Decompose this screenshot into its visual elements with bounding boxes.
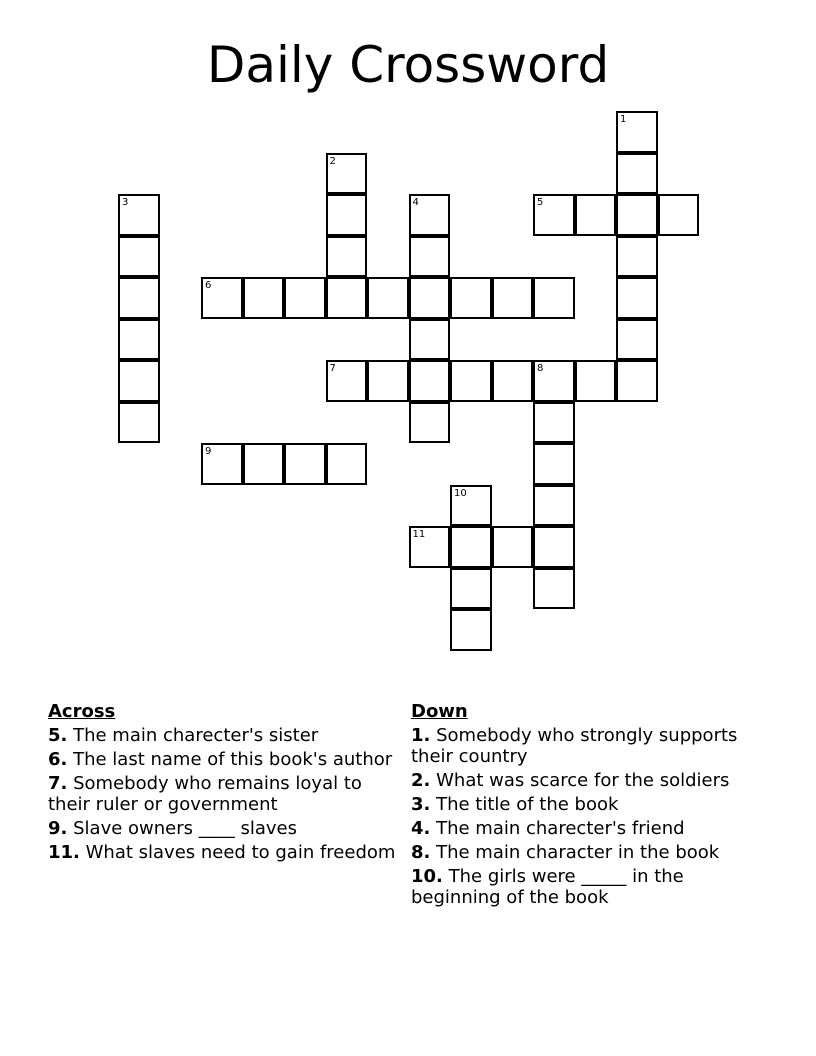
cell-number: 7: [329, 363, 336, 374]
clue-text: The title of the book: [436, 794, 619, 815]
crossword-cell[interactable]: [118, 402, 160, 444]
crossword-cell-10[interactable]: [450, 485, 492, 527]
crossword-cell[interactable]: [533, 526, 575, 568]
crossword-cell[interactable]: [575, 194, 617, 236]
clue-number: 8.: [411, 842, 431, 863]
crossword-cell[interactable]: [450, 277, 492, 319]
crossword-cell[interactable]: [616, 277, 658, 319]
clue-text: The girls were _____ in the beginning of the book: [411, 866, 684, 908]
clue-number: 2.: [411, 770, 431, 791]
clue-number: 1.: [411, 725, 431, 746]
clue-down-8: [411, 842, 756, 863]
crossword-cell-4[interactable]: [409, 194, 451, 236]
crossword-cell[interactable]: [243, 277, 285, 319]
crossword-cell[interactable]: [118, 319, 160, 361]
clue-across-6: [48, 749, 408, 770]
crossword-cell[interactable]: [409, 360, 451, 402]
crossword-cell[interactable]: [616, 360, 658, 402]
crossword-cell[interactable]: [118, 236, 160, 278]
crossword-cell[interactable]: [118, 360, 160, 402]
crossword-cell[interactable]: [284, 277, 326, 319]
crossword-cell[interactable]: [409, 402, 451, 444]
crossword-cell[interactable]: [450, 568, 492, 610]
crossword-cell[interactable]: [492, 360, 534, 402]
cell-number: 11: [412, 529, 426, 540]
crossword-cell[interactable]: [575, 360, 617, 402]
crossword-cell[interactable]: [492, 277, 534, 319]
crossword-cell[interactable]: [409, 236, 451, 278]
crossword-cell[interactable]: [243, 443, 285, 485]
crossword-cell[interactable]: [616, 236, 658, 278]
crossword-cell[interactable]: [533, 443, 575, 485]
crossword-cell[interactable]: [367, 360, 409, 402]
clue-down-4: [411, 818, 756, 839]
clue-down-3: [411, 794, 756, 815]
clue-number: 9.: [48, 818, 68, 839]
crossword-cell-5[interactable]: [533, 194, 575, 236]
cell-number: 3: [122, 197, 129, 208]
crossword-cell[interactable]: [326, 277, 368, 319]
clue-number: 3.: [411, 794, 431, 815]
crossword-cell-2[interactable]: [326, 153, 368, 195]
clue-number: 11.: [48, 842, 80, 863]
clue-number: 6.: [48, 749, 68, 770]
crossword-cell[interactable]: [533, 277, 575, 319]
clue-text: Slave owners ____ slaves: [73, 818, 297, 839]
crossword-cell-11[interactable]: [409, 526, 451, 568]
clue-text: Somebody who remains loyal to their ruler or government: [48, 773, 362, 815]
cell-number: 6: [205, 280, 212, 291]
cell-number: 9: [205, 446, 212, 457]
clue-across-5: [48, 725, 408, 746]
crossword-cell-6[interactable]: [201, 277, 243, 319]
crossword-cell[interactable]: [616, 319, 658, 361]
crossword-cell[interactable]: [409, 277, 451, 319]
crossword-cell[interactable]: [326, 194, 368, 236]
crossword-cell-7[interactable]: [326, 360, 368, 402]
clue-text: The main character in the book: [436, 842, 720, 863]
clue-down-2: [411, 770, 756, 791]
down-heading: Down: [411, 701, 468, 722]
down-clues: [411, 701, 756, 911]
crossword-cell-8[interactable]: [533, 360, 575, 402]
clue-text: The main charecter's friend: [436, 818, 685, 839]
crossword-cell[interactable]: [450, 526, 492, 568]
crossword-cell[interactable]: [533, 568, 575, 610]
crossword-cell[interactable]: [658, 194, 700, 236]
page-title: Daily Crossword: [206, 36, 610, 94]
crossword-cell[interactable]: [284, 443, 326, 485]
crossword-cell-3[interactable]: [118, 194, 160, 236]
cell-number: 5: [537, 197, 544, 208]
crossword-cell[interactable]: [367, 277, 409, 319]
crossword-cell[interactable]: [450, 609, 492, 651]
cell-number: 4: [412, 197, 419, 208]
clue-across-11: [48, 842, 408, 863]
cell-number: 10: [454, 487, 467, 499]
crossword-cell[interactable]: [492, 526, 534, 568]
crossword-cell[interactable]: [326, 236, 368, 278]
cell-number: 2: [329, 155, 336, 167]
cell-number: 1: [620, 114, 627, 125]
crossword-cell[interactable]: [326, 443, 368, 485]
crossword-cell-1[interactable]: [616, 111, 658, 153]
clue-text: What slaves need to gain freedom: [85, 842, 396, 863]
across-heading: Across: [48, 701, 116, 722]
crossword-cell[interactable]: [533, 402, 575, 444]
clue-number: 5.: [48, 725, 68, 746]
clue-number: 10.: [411, 866, 443, 887]
clue-down-10: [411, 866, 756, 908]
clue-across-7: [48, 773, 408, 815]
crossword-cell[interactable]: [616, 153, 658, 195]
crossword-cell[interactable]: [450, 360, 492, 402]
crossword-cell-9[interactable]: [201, 443, 243, 485]
clue-text: The last name of this book's author: [73, 749, 393, 770]
clue-number: 4.: [411, 818, 431, 839]
clue-text: Somebody who strongly supports their country: [411, 725, 738, 767]
across-clues: [48, 701, 408, 866]
crossword-cell[interactable]: [616, 194, 658, 236]
clue-text: The main charecter's sister: [73, 725, 319, 746]
cell-number: 8: [537, 363, 544, 374]
clue-number: 7.: [48, 773, 68, 794]
crossword-cell[interactable]: [533, 485, 575, 527]
clue-across-9: [48, 818, 408, 839]
crossword-cell[interactable]: [409, 319, 451, 361]
clue-down-1: [411, 725, 756, 767]
clue-text: What was scarce for the soldiers: [436, 770, 730, 791]
crossword-cell[interactable]: [118, 277, 160, 319]
